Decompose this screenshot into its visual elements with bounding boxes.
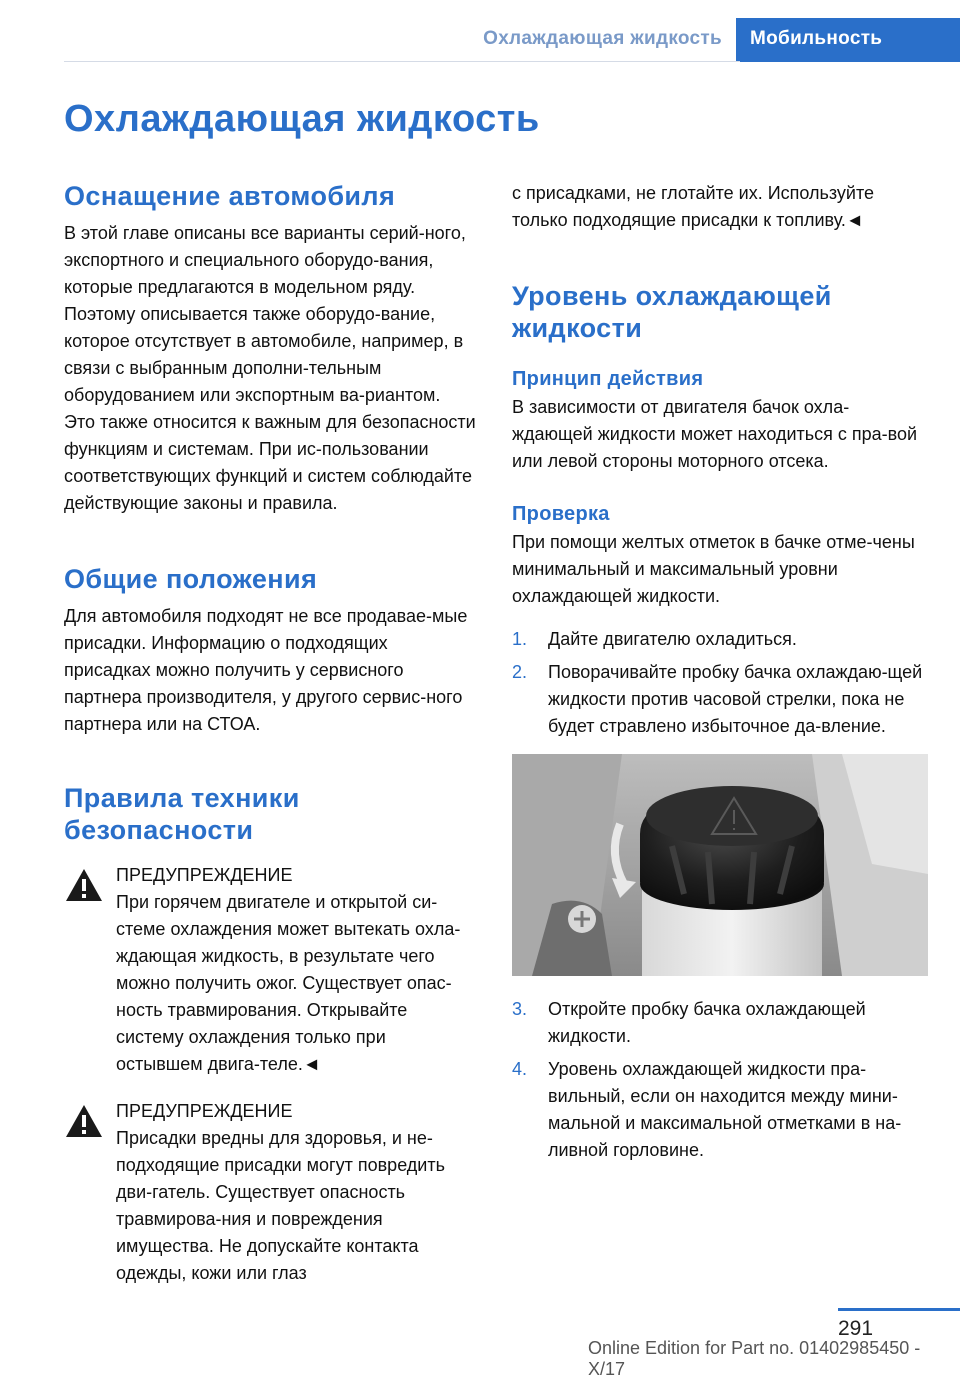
warning-block-1	[64, 862, 476, 1078]
list-item	[512, 626, 924, 653]
step-number: 2.	[512, 662, 528, 682]
list-item	[512, 1056, 924, 1164]
left-column	[64, 180, 476, 1287]
warning-text: Присадки вредны для здоровья, и не-подходящие присадки могут повредить дви-гатель. Существует опасность травмирова-ния и повреждения имущества. Не допускайте контакта одежды, кожи или глаз	[116, 1128, 445, 1283]
step-number: 3.	[512, 999, 528, 1019]
step-text: Поворачивайте пробку бачка охлаждаю-щей жидкости против часовой стрелки, пока не будет стравлено избыточное да-вление.	[548, 662, 923, 736]
warning-block-2	[64, 1098, 476, 1287]
footer-rule	[838, 1308, 960, 1311]
paragraph-principle: В зависимости от двигателя бачок охла-ждающей жидкости может находиться с пра-вой или левой стороны моторного отсека.	[512, 397, 918, 471]
coolant-cap-photo	[512, 754, 928, 976]
warning-triangle-icon	[64, 866, 104, 904]
heading-coolant-level: Уровень охлаждающей жидкости	[512, 281, 832, 343]
heading-general: Общие положения	[64, 564, 318, 594]
steps-list-a	[512, 626, 924, 740]
paragraph-equipment: В этой главе описаны все варианты серий-ного, экспортного и специального оборудо-вания, которые предлагаются в модельном ряду. Поэтому описывается также оборудо-вание, которое отсутствует в автомобиле, например, в связи с выбранным дополни-тельным оборудованием или экспортным ва-риантом. Это также относится к важным для безопасности функциям и системам. При ис-пользовании соответствующих функций и систем соблюдайте действующие законы и правила.	[64, 223, 476, 513]
paragraph-check: При помощи желтых отметок в бачке отме-чены минимальный и максимальный уровни охлаждающей жидкости.	[512, 532, 915, 606]
paragraph-continuation: с присадками, не глотайте их. Используйте только подходящие присадки к топливу.◄	[512, 183, 875, 230]
warning-text: При горячем двигателе и открытой си-стеме охлаждения может вытекать охла-ждающая жидкость, в результате чего можно получить ожог. Существует опас-ность травмирования. Открывайте систему охлаждения только при остывшем двига-теле.◄	[116, 892, 461, 1074]
edition-note: Online Edition for Part no. 01402985450 - X/17	[588, 1338, 921, 1379]
paragraph-general: Для автомобиля подходят не все продавае-мые присадки. Информацию о подходящих присадках можно получить у сервисного партнера производителя, у другого сервис-ного партнера или на СТОА.	[64, 606, 468, 734]
list-item	[512, 659, 924, 740]
heading-check: Проверка	[512, 503, 610, 525]
header-section-title: Охлаждающая жидкость	[483, 28, 722, 49]
header-rule	[64, 61, 740, 62]
heading-safety: Правила техники безопасности	[64, 783, 300, 845]
warning-label: ПРЕДУПРЕЖДЕНИЕ	[116, 865, 293, 885]
step-text: Уровень охлаждающей жидкости пра-вильный, если он находится между мини-мальной и максимальной отметками в на-ливной горловине.	[548, 1059, 902, 1160]
heading-principle: Принцип действия	[512, 368, 704, 390]
page-number: 291	[838, 1317, 874, 1340]
header-chapter-tab: Мобильность	[736, 18, 960, 62]
warning-label: ПРЕДУПРЕЖДЕНИЕ	[116, 1101, 293, 1121]
list-item	[512, 996, 924, 1050]
step-text: Дайте двигателю охладиться.	[548, 629, 797, 649]
steps-list-b	[512, 996, 924, 1164]
step-number: 1.	[512, 629, 528, 649]
page-title: Охлаждающая жидкость	[64, 98, 540, 140]
warning-triangle-icon	[64, 1102, 104, 1140]
right-column	[512, 180, 924, 1170]
step-number: 4.	[512, 1059, 528, 1079]
step-text: Откройте пробку бачка охлаждающей жидкости.	[548, 999, 866, 1046]
heading-equipment: Оснащение автомобиля	[64, 181, 396, 211]
